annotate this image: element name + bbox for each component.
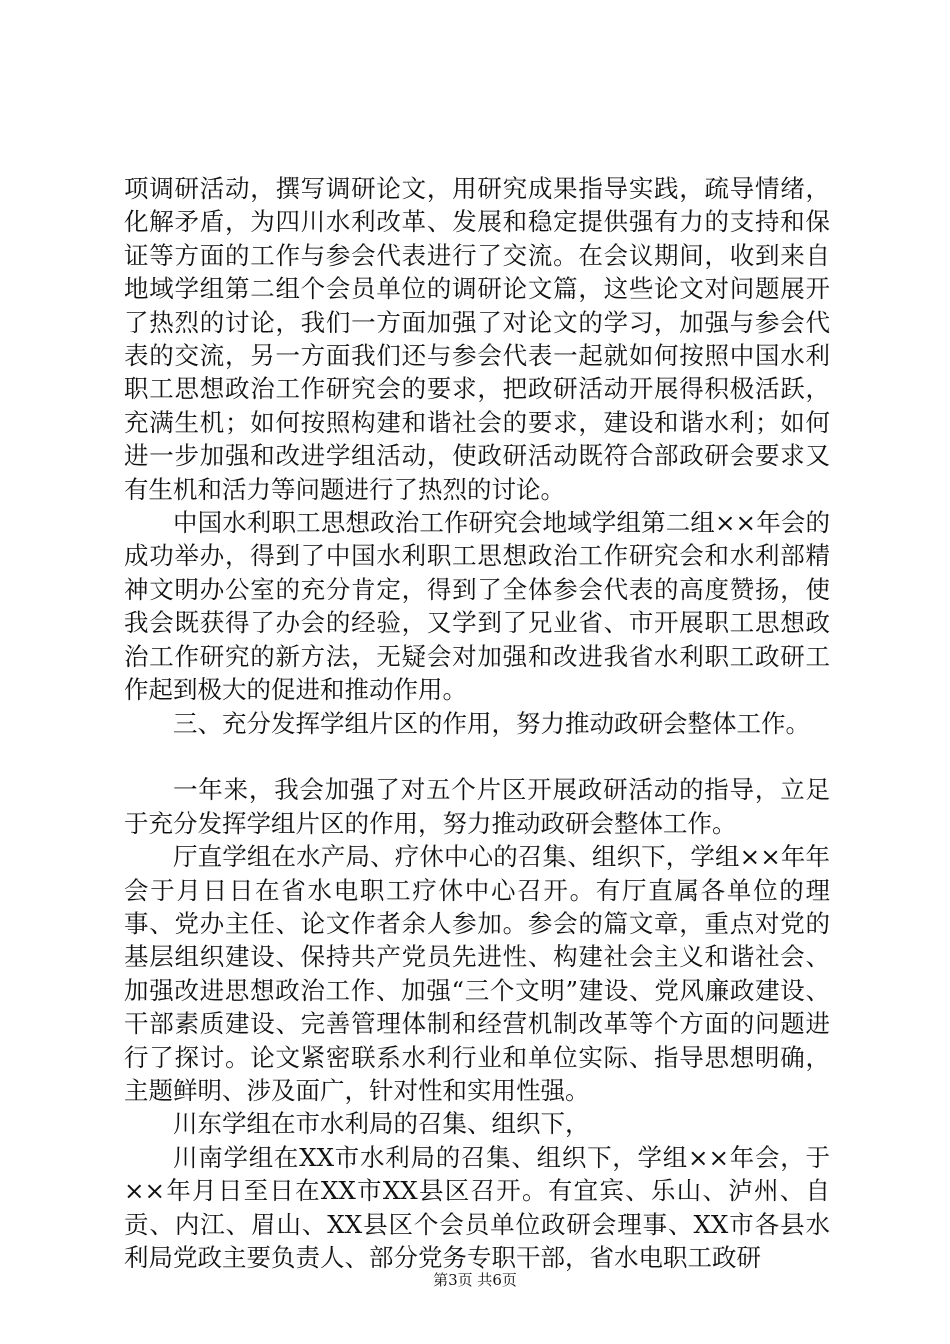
paragraph-7: 川南学组在XX市水利局的召集、组织下，学组××年会，于××年月日至日在XX市XX县区召开。有宜宾、乐山、泸州、自贡、内江、眉山、XX县区个会员单位政研会理事、XX市各县水利局党政主要负责人、部分党务专职干部，省水电职工政研 — [124, 1142, 830, 1272]
page-number-footer: 第3页 共6页 — [433, 1271, 517, 1289]
paragraph-5: 厅直学组在水产局、疗休中心的召集、组织下，学组××年年会于月日日在省水电职工疗休中心召开。有厅直属各单位的理事、党办主任、论文作者余人参加。参会的篇文章，重点对党的基层组织建设、保持共产党员先进性、构建社会主义和谐社会、加强改进思想政治工作、加强“三个文明”建设、党风廉政建设、干部素质建设、完善管理体制和经营机制改革等个方面的问题进行了探讨。论文紧密联系水利行业和单位实际、指导思想明确，主题鲜明、涉及面广，针对性和实用性强。 — [124, 842, 830, 1105]
paragraph-1: 项调研活动，撰写调研论文，用研究成果指导实践，疏导情绪，化解矛盾，为四川水利改革、发展和稳定提供强有力的支持和保证等方面的工作与参会代表进行了交流。在会议期间，收到来自地域学组第二组个会员单位的调研论文篇，这些论文对问题展开了热烈的讨论，我们一方面加强了对论文的学习，加强与参会代表的交流，另一方面我们还与参会代表一起就如何按照中国水利职工思想政治工作研究会的要求，把政研活动开展得积极活跃，充满生机；如何按照构建和谐社会的要求，建设和谐水利；如何进一步加强和改进学组活动，使政研活动既符合部政研会要求又有生机和活力等问题进行了热烈的讨论。 — [124, 174, 830, 504]
document-body — [124, 172, 830, 1274]
paragraph-2: 中国水利职工思想政治工作研究会地域学组第二组××年会的成功举办，得到了中国水利职工思想政治工作研究会和水利部精神文明办公室的充分肯定，得到了全体参会代表的高度赞扬，使我会既获得了办会的经验，又学到了兄业省、市开展职工思想政治工作研究的新方法，无疑会对加强和改进我省水利职工政研工作起到极大的促进和推动作用。 — [124, 508, 830, 705]
paragraph-6: 川东学组在市水利局的召集、组织下， — [173, 1109, 590, 1139]
section-heading-3: 三、充分发挥学组片区的作用，努力推动政研会整体工作。 — [173, 708, 810, 738]
paragraph-4: 一年来，我会加强了对五个片区开展政研活动的指导，立足于充分发挥学组片区的作用，努力推动政研会整体工作。 — [124, 775, 830, 838]
